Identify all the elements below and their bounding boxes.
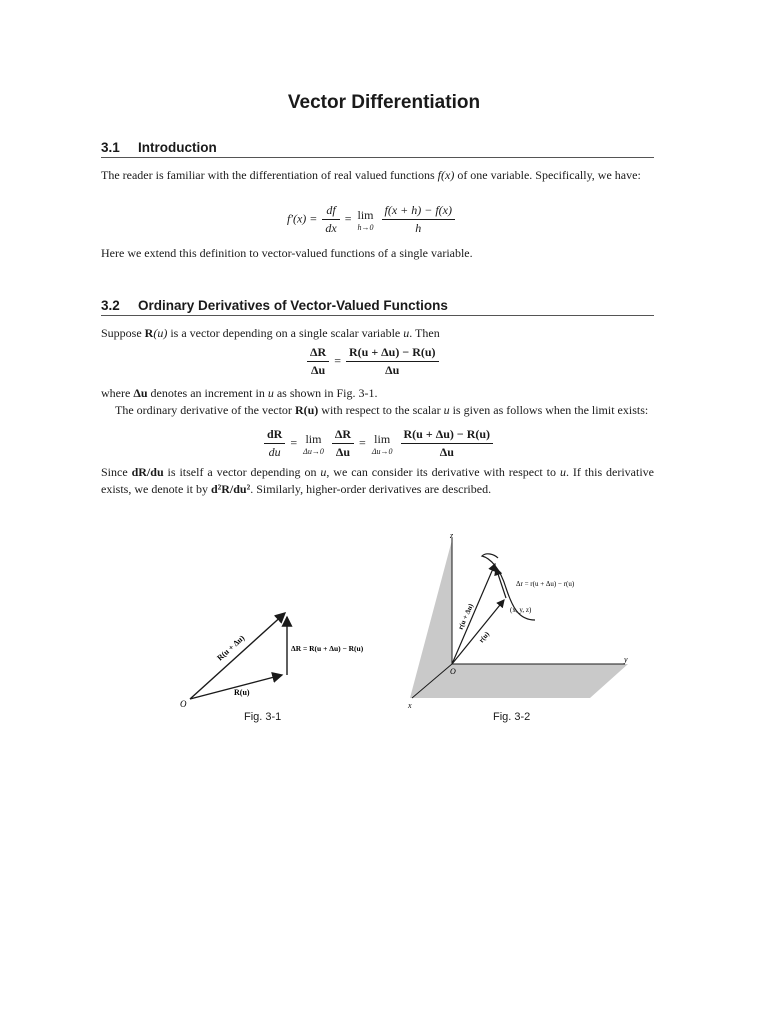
intro-paragraph [101, 167, 654, 184]
eq-limit [357, 208, 373, 232]
figure-3-2-diagram [400, 528, 640, 713]
label-delta-r: Δr = r(u + Δu) − r(u) [516, 580, 575, 588]
text-run: with respect to the scalar [318, 403, 444, 417]
increment-paragraph [101, 385, 654, 402]
x-axis-label: x [408, 701, 412, 710]
text-run: , we can consider its derivative with respect to [326, 465, 560, 479]
label-R-u-plus-du: R(u + Δu) [215, 633, 247, 663]
origin-label: O [450, 667, 456, 676]
difference-quotient-equation [305, 345, 441, 378]
eq-numerator: df [322, 203, 339, 220]
math-inline: u [320, 465, 327, 479]
math-inline: f(x) [437, 168, 455, 182]
text-run: is given as follows when the limit exists: [449, 403, 649, 417]
math-inline: dR/du [131, 465, 164, 479]
text-run: The reader is familiar with the differentiation of real valued functions [101, 168, 438, 182]
text-run: is itself a vector depending on [163, 465, 321, 479]
text-run: denotes an increment in [147, 386, 268, 400]
math-inline: u [443, 403, 450, 417]
section-title: Introduction [138, 140, 217, 155]
eq-equals: = [359, 435, 366, 450]
eq-limit [372, 432, 393, 456]
eq-limit [303, 432, 324, 456]
eq-fraction [322, 203, 339, 236]
page-title: Vector Differentiation [287, 92, 481, 113]
y-axis-label: y [624, 655, 628, 664]
eq-numerator: ΔR [332, 427, 354, 444]
lim-text: lim [305, 431, 322, 446]
text-run: The ordinary derivative of the vector [115, 403, 295, 417]
eq-fraction [332, 427, 354, 460]
math-inline: d²R/du² [210, 482, 251, 496]
figure-3-2-caption: Fig. 3-2 [493, 711, 531, 723]
suppose-paragraph [101, 325, 654, 342]
vector-r-u-plus-du [452, 564, 495, 664]
text-run: Suppose [101, 326, 145, 340]
figure-3-1-diagram [170, 595, 390, 715]
eq-numerator: dR [264, 427, 285, 444]
eq-equals: = [334, 353, 341, 368]
section-heading-ordinary-derivatives [101, 298, 654, 316]
section-title: Ordinary Derivatives of Vector-Valued Functions [138, 298, 448, 313]
text-run: of one variable. Specifically, we have: [454, 168, 641, 182]
eq-fraction [401, 427, 494, 460]
math-inline: u [267, 386, 274, 400]
text-run: where [101, 386, 134, 400]
eq-denominator: du [268, 445, 281, 459]
lim-sub: Δu→0 [303, 446, 324, 456]
math-inline: R [144, 326, 154, 340]
label-r-u: r(u) [477, 630, 492, 645]
eq-denominator: Δu [335, 445, 351, 459]
intro-closing-paragraph: Here we extend this definition to vector-valued functions of a single variable. [101, 246, 473, 260]
section-heading-introduction [101, 140, 654, 158]
text-run: as shown in Fig. 3-1. [273, 386, 378, 400]
label-r-u-plus-du: r(u + Δu) [456, 602, 475, 631]
section-number: 3.2 [101, 298, 120, 313]
eq-fraction [264, 427, 285, 460]
text-run: Since [101, 465, 132, 479]
eq-denominator: Δu [385, 363, 400, 377]
text-run: is a vector depending on a single scalar variable [167, 326, 404, 340]
origin-label: O [180, 699, 187, 709]
math-inline: R(u) [294, 403, 319, 417]
label-delta-R: ΔR = R(u + Δu) − R(u) [291, 644, 364, 653]
eq-denominator: dx [325, 221, 337, 235]
eq-fraction [307, 345, 329, 378]
text-run: . If this derivative exists, we denote it by [101, 465, 655, 496]
text-run: . Then [409, 326, 440, 340]
ordinary-derivative-paragraph [101, 402, 654, 419]
eq-fraction [382, 203, 456, 236]
z-axis-label: z [450, 531, 454, 540]
text-run: . Similarly, higher-order derivatives are described. [250, 482, 492, 496]
eq-denominator: h [415, 221, 422, 235]
eq-numerator: R(u + Δu) − R(u) [346, 345, 439, 362]
math-inline: u [559, 465, 566, 479]
higher-order-paragraph [101, 464, 654, 498]
eq-numerator: R(u + Δu) − R(u) [401, 427, 494, 444]
math-inline: Δu [133, 386, 148, 400]
math-inline: u [403, 326, 410, 340]
eq-denominator: Δu [439, 445, 454, 459]
math-inline: (u) [153, 326, 168, 340]
lim-text: lim [357, 207, 374, 222]
eq-equals: = [290, 435, 298, 450]
label-point-xyz: (x, y, z) [510, 606, 532, 614]
label-R-u: R(u) [234, 688, 250, 697]
derivative-limit-equation [262, 427, 495, 460]
lim-sub: h→0 [357, 222, 374, 232]
lim-text: lim [374, 431, 391, 446]
figure-3-1-caption: Fig. 3-1 [244, 711, 282, 723]
eq-equals: = [344, 211, 352, 226]
section-number: 3.1 [101, 140, 120, 155]
vector-r-u [452, 600, 504, 664]
derivative-definition-equation [287, 203, 457, 236]
eq-fraction [346, 345, 439, 378]
eq-numerator: ΔR [307, 345, 329, 362]
eq-lhs: f′(x) = [287, 211, 318, 226]
eq-numerator: f(x + h) − f(x) [382, 203, 456, 220]
eq-denominator: Δu [311, 363, 326, 377]
lim-sub: Δu→0 [371, 446, 393, 456]
